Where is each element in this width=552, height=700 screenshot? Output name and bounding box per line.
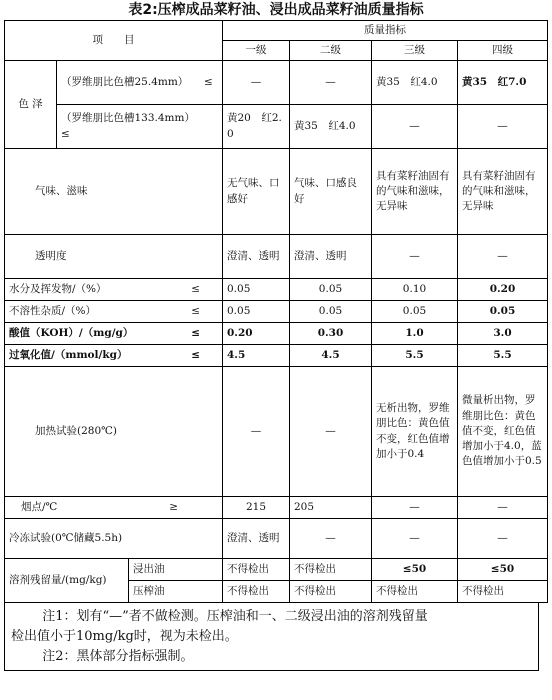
solvent-leach-g2: 不得检出 — [290, 559, 372, 581]
solvent-leach-label: 浸出油 — [129, 559, 223, 581]
heating-g1: — — [223, 367, 290, 497]
note1-line1: 注1：划有“—”者不做检测。压榨油和一、二级浸出油的溶剂残留量 — [42, 609, 428, 624]
notes — [4, 603, 539, 671]
clarity-label: 透明度 — [5, 235, 223, 279]
peroxide-label-text: 过氧化值/（mmol/kg） — [9, 348, 128, 361]
color-row2-g3: — — [372, 105, 458, 149]
color-row1-label: （罗维朋比色槽25.4mm） ≤ — [57, 61, 223, 105]
smoke-g2: 205 — [290, 497, 372, 519]
color-row1-g2: — — [290, 61, 372, 105]
impurities-g4: 0.05 — [458, 301, 548, 323]
impurities-label-text: 不溶性杂质/（%） — [9, 304, 97, 317]
freeze-label: 冷冻试验(0℃储藏5.5h) — [5, 519, 223, 559]
impurities-g3: 0.05 — [372, 301, 458, 323]
moisture-g2: 0.05 — [290, 279, 372, 301]
smoke-g1: 215 — [223, 497, 290, 519]
smoke-g3: — — [372, 497, 458, 519]
color-row1-g4: 黄35 红7.0 — [458, 61, 548, 105]
grade-3: 三级 — [372, 41, 458, 61]
moisture-g4: 0.20 — [458, 279, 548, 301]
odor-g3: 具有菜籽油固有的气味和滋味，无异味 — [372, 149, 458, 235]
solvent-press-g2: 不得检出 — [290, 581, 372, 603]
freeze-g2: — — [290, 519, 372, 559]
odor-g1: 无气味、口感好 — [223, 149, 290, 235]
note1-line2: 检出值小于10mg/kg时，视为未检出。 — [11, 629, 238, 644]
moisture-g3: 0.10 — [372, 279, 458, 301]
peroxide-sign: ≤ — [191, 348, 200, 361]
moisture-g1: 0.05 — [223, 279, 290, 301]
grade-4: 四级 — [458, 41, 548, 61]
peroxide-g2: 4.5 — [290, 345, 372, 367]
solvent-press-g1: 不得检出 — [223, 581, 290, 603]
odor-g4: 具有菜籽油固有的气味和滋味，无异味 — [458, 149, 548, 235]
quality-table — [4, 20, 548, 603]
grade-2: 二级 — [290, 41, 372, 61]
smoke-g4: — — [458, 497, 548, 519]
odor-g2: 气味、口感良好 — [290, 149, 372, 235]
solvent-press-g4: 不得检出 — [458, 581, 548, 603]
acid-g1: 0.20 — [223, 323, 290, 345]
peroxide-g4: 5.5 — [458, 345, 548, 367]
solvent-press-g3: 不得检出 — [372, 581, 458, 603]
smoke-sign: ≥ — [169, 500, 178, 513]
table-title: 表2:压榨成品菜籽油、浸出成品菜籽油质量指标 — [128, 2, 424, 18]
clarity-g1: 澄清、透明 — [223, 235, 290, 279]
freeze-g4: — — [458, 519, 548, 559]
peroxide-g1: 4.5 — [223, 345, 290, 367]
peroxide-g3: 5.5 — [372, 345, 458, 367]
moisture-label-text: 水分及挥发物/（%） — [9, 282, 107, 295]
smoke-label — [5, 497, 223, 519]
heating-g3: 无析出物，罗维朋比色：黄色值不变，红色值增加小于0.4 — [372, 367, 458, 497]
acid-g3: 1.0 — [372, 323, 458, 345]
color-row2-g4: — — [458, 105, 548, 149]
freeze-g1: 澄清、透明 — [223, 519, 290, 559]
color-row2-g2: 黄35 红4.0 — [290, 105, 372, 149]
moisture-label — [5, 279, 223, 301]
freeze-g3: — — [372, 519, 458, 559]
solvent-label: 溶剂残留量/(mg/kg) — [5, 559, 129, 603]
clarity-g3: — — [372, 235, 458, 279]
smoke-label-text: 烟点/℃ — [21, 500, 58, 513]
color-label: 色 泽 — [5, 61, 57, 149]
moisture-sign: ≤ — [191, 282, 200, 295]
heating-label: 加热试验(280℃) — [5, 367, 223, 497]
odor-label: 气味、滋味 — [5, 149, 223, 235]
heating-g2: — — [290, 367, 372, 497]
peroxide-label — [5, 345, 223, 367]
color-row2-label: （罗维朋比色槽133.4mm） ≤ — [57, 105, 223, 149]
heating-g4: 微量析出物，罗维朋比色：黄色值不变，红色值增加小于4.0，蓝色值增加小于0.5 — [458, 367, 548, 497]
acid-g2: 0.30 — [290, 323, 372, 345]
header-item: 项 目 — [5, 21, 223, 61]
header-quality: 质量指标 — [223, 21, 548, 41]
impurities-g2: 0.05 — [290, 301, 372, 323]
color-row1-g1: — — [223, 61, 290, 105]
grade-1: 一级 — [223, 41, 290, 61]
acid-g4: 3.0 — [458, 323, 548, 345]
impurities-label — [5, 301, 223, 323]
solvent-press-label: 压榨油 — [129, 581, 223, 603]
acid-label — [5, 323, 223, 345]
acid-label-text: 酸值（KOH）/（mg/g） — [9, 326, 134, 339]
note2: 注2：黑体部分指标强制。 — [42, 649, 194, 664]
acid-sign: ≤ — [191, 326, 200, 339]
color-row1-g3: 黄35 红4.0 — [372, 61, 458, 105]
impurities-sign: ≤ — [191, 304, 200, 317]
color-row2-g1: 黄20 红2.0 — [223, 105, 290, 149]
clarity-g4: — — [458, 235, 548, 279]
clarity-g2: 澄清、透明 — [290, 235, 372, 279]
solvent-leach-g4: ≤50 — [458, 559, 548, 581]
solvent-leach-g1: 不得检出 — [223, 559, 290, 581]
solvent-leach-g3: ≤50 — [372, 559, 458, 581]
impurities-g1: 0.05 — [223, 301, 290, 323]
